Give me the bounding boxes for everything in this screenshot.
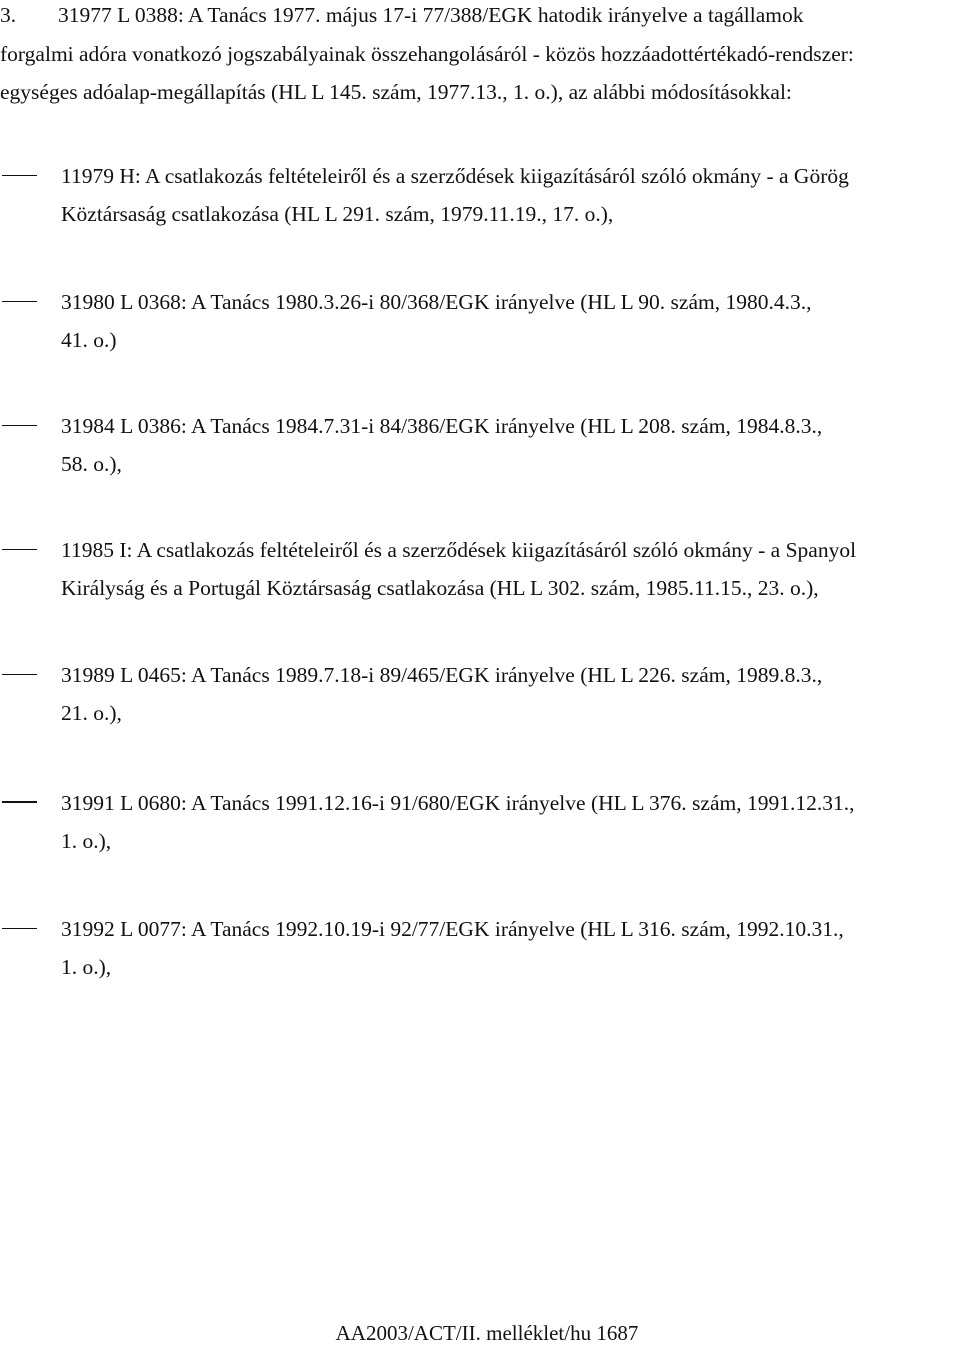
amendment-line-2: Királyság és a Portugál Köztársaság csatlakozása (HL L 302. szám, 1985.11.15., 23. o.), — [61, 576, 819, 600]
dash-bullet — [2, 425, 37, 426]
main-item-line-1: 31977 L 0388: A Tanács 1977. május 17-i 77/388/EGK hatodik irányelve a tagállamok — [58, 3, 804, 27]
amendment-line-2: 41. o.) — [61, 328, 117, 352]
main-item-line-3: egységes adóalap-megállapítás (HL L 145. szám, 1977.13., 1. o.), az alábbi módosításokkal: — [0, 80, 792, 104]
dash-bullet — [2, 175, 37, 176]
dash-bullet — [2, 301, 37, 302]
amendment-line-2: 58. o.), — [61, 452, 122, 476]
amendment-line-2: 1. o.), — [61, 955, 112, 979]
dash-bullet — [2, 674, 37, 675]
amendment-line-2: 1. o.), — [61, 829, 112, 853]
amendment-line-1: 31991 L 0680: A Tanács 1991.12.16-i 91/680/EGK irányelve (HL L 376. szám, 1991.12.31., — [61, 791, 855, 815]
amendment-line-1: 31984 L 0386: A Tanács 1984.7.31-i 84/386/EGK irányelve (HL L 208. szám, 1984.8.3., — [61, 414, 823, 438]
amendment-line-1: 31989 L 0465: A Tanács 1989.7.18-i 89/465/EGK irányelve (HL L 226. szám, 1989.8.3., — [61, 663, 823, 687]
amendment-line-1: 31992 L 0077: A Tanács 1992.10.19-i 92/77/EGK irányelve (HL L 316. szám, 1992.10.31., — [61, 917, 844, 941]
amendment-line-1: 11985 I: A csatlakozás feltételeiről és a szerződések kiigazításáról szóló okmány - a Spanyol — [61, 538, 857, 562]
amendment-line-1: 11979 H: A csatlakozás feltételeiről és a szerződések kiigazításáról szóló okmány - a Görög — [61, 164, 849, 188]
item-number: 3. — [0, 3, 17, 27]
dash-bullet — [2, 801, 37, 803]
dash-bullet — [2, 928, 37, 929]
amendment-line-1: 31980 L 0368: A Tanács 1980.3.26-i 80/368/EGK irányelve (HL L 90. szám, 1980.4.3., — [61, 290, 812, 314]
main-item-line-2: forgalmi adóra vonatkozó jogszabályainak összehangolásáról - közös hozzáadottértékadó-rendszer: — [0, 42, 854, 66]
amendment-line-2: 21. o.), — [61, 701, 122, 725]
page-footer: AA2003/ACT/II. melléklet/hu 1687 — [335, 1321, 639, 1345]
dash-bullet — [2, 549, 37, 550]
amendment-line-2: Köztársaság csatlakozása (HL L 291. szám, 1979.11.19., 17. o.), — [61, 202, 614, 226]
